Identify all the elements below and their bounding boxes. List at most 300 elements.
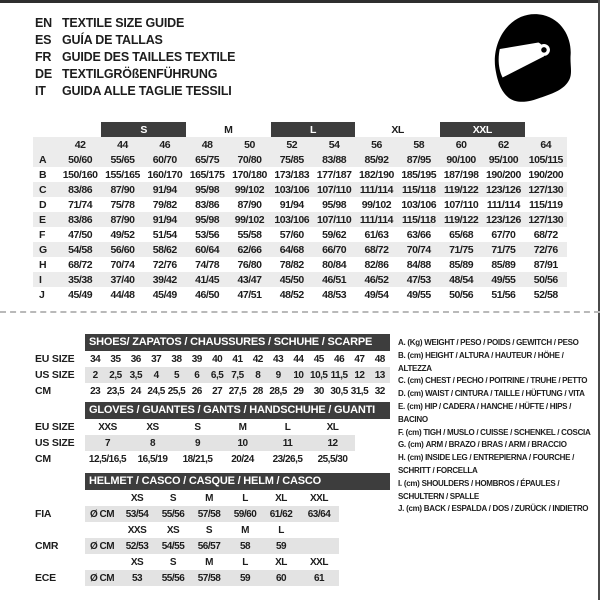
measurement-cell: 99/102 [234,213,265,226]
legend-text: HIP / CADERA / HANCHE / HÜFTE / HIPS / BACINO [398,401,572,424]
legend-unit: (Kg) [407,338,423,347]
measurement-cell: 91/94 [279,198,304,211]
helmet-cell: 59/60 [233,508,257,520]
language-title-row [35,83,235,100]
helmet-cmr-label: CMR [35,540,59,552]
helmet-cell: XL [275,556,287,568]
legend-text: TIGH / MUSLO / CUISSE / SCHENKEL / COSCIA [423,427,591,437]
band-spacer [525,122,567,137]
measurement-cell: 46/51 [322,273,347,286]
measurement-cell: 190/200 [486,168,521,181]
measurement-cell: 83/86 [195,198,220,211]
legend-text: WEIGHT / PESO / POIDS / GEWITCH / PESO [424,338,579,347]
shoes-cell: 29 [293,385,304,397]
measurement-cell: 54/58 [68,243,93,256]
numeric-size-row [33,137,567,152]
measurement-cell: 53/56 [195,228,220,241]
legend-item [398,375,600,388]
dashed-separator [0,311,600,313]
shoes-cell: 2,5 [109,369,122,381]
numeric-size-cell: 48 [201,138,213,151]
measurement-cell: 155/165 [105,168,140,181]
measurement-cell: 107/110 [317,183,352,196]
legend-item [398,452,600,478]
legend-text: CHEST / PECHO / POITRINE / TRUHE / PETTO [425,376,588,386]
legend-text: INSIDE LEG / ENTREPIERNA / FOURCHE / SCHRITT / FORCELLA [398,453,575,475]
legend-item [398,388,600,401]
measurement-cell: 55/58 [237,228,262,241]
measurement-cell: 103/106 [401,198,437,211]
measurement-cell: 123/126 [486,183,521,196]
measurement-cell: 85/89 [491,258,516,271]
numeric-size-cell: 50 [244,138,255,151]
measurement-row-label: H [39,258,47,271]
measurement-cell: 50/56 [533,273,558,286]
measurement-row-label: F [39,228,46,241]
legend-text: ARM / BRAZO / BRAS / ARM / BRACCIO [425,440,567,450]
shoes-cell: 39 [191,353,202,365]
gloves-cell: XL [326,421,339,433]
measurement-cell: 49/55 [491,273,516,286]
measurement-cell: 55/65 [110,153,135,166]
helmet-cell: 57/58 [197,572,221,584]
helmet-cell: 61 [313,572,325,584]
legend-text: SHOULDERS / HOMBROS / ÉPAULES / SCHULTERN / SPALLE [398,478,560,501]
measurement-cell: 111/114 [486,198,520,211]
numeric-size-cell: 60 [455,138,467,151]
shoes-cell: 45 [313,353,324,365]
measurement-cell: 115/118 [401,213,436,226]
measurement-cell: 45/49 [152,288,177,301]
helmet-fia-label: FIA [35,508,52,520]
helmet-section-header: HELMET / CASCO / CASQUE / HELM / CASCO [85,473,390,490]
legend-item [398,427,600,440]
measurement-cell: 187/198 [443,168,479,181]
shoes-table [85,351,390,399]
measurement-cell: 68/72 [533,228,558,241]
measurement-row-label: C [39,183,47,196]
measurement-cell: 72/76 [533,243,558,256]
measurement-cell: 160/170 [147,168,183,181]
measurement-cell: 48/52 [279,288,304,301]
shoes-row [85,351,390,367]
shoes-cell: 11,5 [330,369,348,381]
legend-unit: (cm) [407,453,424,463]
language-code: FR [35,50,52,64]
measurement-cell: 75/85 [279,153,304,166]
shoes-us-size-label: US SIZE [35,369,75,381]
measurement-cell: 37/40 [110,273,135,286]
helmet-logo [486,12,578,114]
measurement-cell: 50/56 [449,288,474,301]
gloves-cell: 7 [104,437,111,449]
shoes-cell: 27 [212,385,223,397]
language-code: EN [35,16,52,30]
gloves-cell: 8 [149,437,156,449]
legend-item [398,350,600,376]
measurement-cell: 95/98 [195,183,220,196]
numeric-size-cell: 58 [413,138,425,151]
measurement-cell: 39/42 [152,273,177,286]
shoes-cell: 46 [334,353,345,365]
measurement-row [33,287,567,302]
legend-item [398,337,600,350]
shoes-cell: 24,5 [147,385,165,397]
helmet-row [85,490,390,506]
measurement-row [33,257,567,272]
shoes-section-header: SHOES/ ZAPATOS / CHAUSSURES / SCHUHE / SCARPE [85,334,390,351]
legend-key: I. [398,478,402,488]
legend-item [398,478,600,504]
measurement-cell: 43/47 [237,273,262,286]
measurement-cell: 111/114 [359,183,393,196]
shoes-cell: 27,5 [228,385,247,397]
language-title-row [35,66,235,83]
helmet-cell [85,490,119,506]
helmet-cell: XS [130,492,144,504]
shoes-cell: 30,5 [330,385,348,397]
measurement-cell: 119/122 [444,213,479,226]
measurement-cell: 48/54 [449,273,474,286]
shoes-cell: 12 [354,369,365,381]
shoes-cell: 26 [191,385,202,397]
band-size-xl: XL [391,123,404,136]
measurement-cell: 87/90 [110,213,135,226]
helmet-cell: XL [275,492,287,504]
gloves-cell: M [238,421,247,433]
measurement-cell: 71/75 [491,243,516,256]
measurement-row-label: I [39,273,42,286]
measurement-cell: 87/90 [110,183,135,196]
measurement-cell: 83/88 [322,153,347,166]
legend-item [398,439,600,452]
measurement-cell: 87/90 [237,198,262,211]
legend-key: D. [398,389,406,399]
band-size-s: S [101,122,186,137]
measurement-cell: 52/58 [533,288,558,301]
measurement-cell: 111/114 [359,213,393,226]
measurement-cell: 68/72 [364,243,389,256]
gloves-cm-label: CM [35,453,51,465]
measurement-cell: 182/190 [359,168,394,181]
shoes-eu-size-label: EU SIZE [35,353,75,365]
helmet-cell [299,522,339,538]
measurement-cell: 85/92 [364,153,389,166]
measurement-cell: 57/60 [279,228,304,241]
measurement-cell: 67/70 [491,228,516,241]
measurement-cell: 107/110 [444,198,479,211]
measurement-cell: 127/130 [528,183,564,196]
measurement-cell: 41/45 [195,273,220,286]
helmet-cell [85,522,119,538]
measurement-cell: 150/160 [62,168,98,181]
helmet-cell: Ø CM [89,540,115,552]
shoes-cell: 38 [171,353,182,365]
language-code: ES [35,33,52,47]
helmet-cell: 52/53 [125,540,149,552]
shoes-cell: 32 [374,385,385,397]
legend-text: BACK / ESPALDA / DOS / ZURÜCK / INDIETRO [423,504,589,514]
helmet-cell: 55/56 [161,508,185,520]
legend-key: E. [398,401,405,411]
measurement-cell: 49/54 [364,288,389,301]
numeric-size-cell: 46 [159,138,171,151]
helmet-ece-label: ECE [35,572,56,584]
shoes-cell: 6,5 [210,369,224,381]
gloves-cell: 18/21,5 [182,453,213,465]
shoes-cell: 43 [273,353,284,365]
helmet-cell [299,538,339,554]
measurement-cell: 82/86 [364,258,389,271]
gloves-cell: 25,5/30 [317,453,348,465]
measurement-row [33,227,567,242]
measurement-cell: 103/106 [274,213,310,226]
language-title-row [35,15,235,32]
helmet-cell: M [205,556,213,568]
measurement-cell: 62/66 [237,243,262,256]
gloves-cell: 12 [327,437,338,449]
measurement-cell: 74/78 [195,258,220,271]
measurement-cell: 64/68 [279,243,304,256]
helmet-cell [85,554,119,570]
legend-key: H. [398,453,406,463]
shoes-cell: 2 [92,369,98,381]
measurement-cell: 70/74 [406,243,431,256]
legend-item [398,503,600,516]
measurement-cell: 99/102 [361,198,392,211]
language-title-row [35,49,235,66]
measurement-cell: 190/200 [528,168,564,181]
measurement-cell: 60/64 [195,243,220,256]
legend-item [398,401,600,427]
helmet-cell: 61/62 [269,508,293,520]
measurement-cell: 185/195 [401,168,437,181]
measurement-cell: 91/94 [152,183,177,196]
numeric-size-cell: 44 [117,138,128,151]
measurement-cell: 58/62 [152,243,177,256]
measurement-cell: 79/82 [152,198,177,211]
size-band-row [33,122,567,137]
gloves-cell: S [194,421,201,433]
measurement-cell: 177/187 [316,168,352,181]
gloves-row [85,435,390,451]
helmet-cell: 55/56 [161,572,185,584]
helmet-cell: XS [166,524,180,536]
band-size-m: M [224,123,233,136]
gloves-cell: L [284,421,291,433]
measurement-cell: 170/180 [232,168,267,181]
helmet-row [85,554,390,570]
helmet-cell: XXS [127,524,147,536]
gloves-us-size-label: US SIZE [35,437,75,449]
helmet-cell: 58 [239,540,251,552]
measurement-cell: 51/54 [152,228,177,241]
legend-unit: (cm) [407,389,424,399]
measurement-cell: 49/55 [406,288,431,301]
gloves-cell: XS [146,421,159,433]
top-border-line [0,0,600,3]
measurement-row [33,242,567,257]
legend-unit: (cm) [407,440,424,450]
helmet-cell: M [241,524,249,536]
gloves-cell: XXS [98,421,117,433]
helmet-cell: S [169,556,177,568]
gloves-cell: 23/26,5 [272,453,303,465]
measurement-cell: 70/74 [110,258,135,271]
measurement-cell: 60/70 [152,153,177,166]
measurement-row [33,212,567,227]
legend-key: J. [398,504,405,514]
gloves-row [85,451,390,467]
language-title-list [35,15,235,100]
legend-unit: (cm) [406,504,422,514]
shoes-row [85,383,390,399]
gloves-cell: 9 [194,437,201,449]
shoes-cell: 28 [252,385,263,397]
numeric-size-spacer [33,137,59,152]
shoes-cell: 30 [313,385,324,397]
gloves-eu-size-label: EU SIZE [35,421,75,433]
measurement-cell: 50/60 [68,153,93,166]
measurement-row [33,152,567,167]
legend-text: WAIST / CINTURA / TAILLE / HÜFTUNG / VITA [425,389,585,399]
measurement-cell: 95/98 [195,213,220,226]
band-size-xxl: XXL [440,122,525,137]
shoes-cell: 28,5 [269,385,287,397]
shoes-cell: 41 [232,353,243,365]
helmet-cell: L [242,556,248,568]
legend-key: B. [398,350,406,360]
measurement-cell: 46/52 [364,273,389,286]
measurement-cell: 91/94 [152,213,177,226]
shoes-cell: 8 [255,369,261,381]
gloves-section-header: GLOVES / GUANTES / GANTS / HANDSCHUHE / GUANTI [85,402,390,419]
measurement-cell: 61/63 [364,228,389,241]
measurement-cell: 68/72 [68,258,93,271]
shoes-cell: 3,5 [129,369,143,381]
language-title-row [35,32,235,49]
numeric-size-cell: 42 [74,138,86,151]
measurement-cell: 66/70 [322,243,347,256]
shoes-cell: 40 [212,353,223,365]
measurement-cell: 75/78 [110,198,135,211]
helmet-cell: L [278,524,284,536]
measurement-cell: 95/98 [322,198,347,211]
shoes-cell: 24 [130,385,141,397]
shoes-cell: 6 [194,369,200,381]
shoes-cell: 23,5 [106,385,125,397]
shoes-cell: 13 [374,369,385,381]
legend-unit: (cm) [407,350,424,360]
shoes-cell: 25,5 [167,385,186,397]
measurement-cell: 76/80 [237,258,262,271]
gloves-row [85,419,390,435]
shoes-cell: 36 [130,353,141,365]
helmet-cell: M [205,492,213,504]
legend-unit: (cm) [403,478,420,488]
measurement-cell: 51/56 [491,288,516,301]
helmet-cell: 59 [239,572,251,584]
measurement-cell: 127/130 [528,213,564,226]
gloves-cell: 10 [237,437,248,449]
measurement-cell: 71/75 [449,243,474,256]
helmet-row [85,506,390,522]
language-code: DE [35,67,52,81]
helmet-cell: XS [130,556,144,568]
guide-title: GUIDA ALLE TAGLIE TESSILI [62,84,232,98]
measurement-cell: 45/50 [279,273,304,286]
measurement-cell: 59/62 [322,228,347,241]
measurement-cell: 119/122 [444,183,479,196]
measurement-cell: 87/91 [533,258,558,271]
measurement-row [33,182,567,197]
measurement-row [33,167,567,182]
legend-unit: (cm) [407,376,424,386]
measurement-cell: 65/75 [195,153,220,166]
numeric-size-cell: 62 [498,138,509,151]
shoes-cell: 31,5 [350,385,369,397]
measurement-cell: 56/60 [110,243,135,256]
legend-key: C. [398,376,406,386]
measurement-legend [398,337,600,516]
helmet-cell: Ø CM [89,508,115,520]
guide-title: GUIDE DES TAILLES TEXTILE [62,50,236,64]
legend-key: G. [398,440,406,450]
measurement-cell: 165/175 [189,168,225,181]
shoes-cell: 42 [252,353,263,365]
measurement-cell: 49/52 [110,228,135,241]
measurement-cell: 115/118 [401,183,436,196]
shoes-cell: 10 [293,369,304,381]
helmet-cell: 54/55 [161,540,185,552]
measurement-cell: 115/119 [528,198,563,211]
measurement-cell: 46/50 [195,288,220,301]
helmet-cell: 60 [275,572,287,584]
measurement-cell: 107/110 [317,213,352,226]
gloves-cell: 16,5/19 [137,453,168,465]
shoes-cell: 44 [293,353,304,365]
gloves-cell: 12,5/16,5 [88,453,127,465]
measurement-cell: 83/86 [68,213,93,226]
measurement-cell: 123/126 [486,213,521,226]
measurement-row [33,272,567,287]
measurement-cell: 35/38 [68,273,93,286]
shoes-cell: 7,5 [231,369,244,381]
measurement-cell: 48/53 [322,288,347,301]
shoes-cell: 4 [153,369,159,381]
helmet-table [85,490,390,586]
measurement-cell: 173/183 [274,168,310,181]
shoes-row [85,367,390,383]
measurement-row [33,197,567,212]
helmet-cell: XXL [310,556,328,568]
measurement-cell: 65/68 [449,228,474,241]
shoes-cell: 9 [275,369,281,381]
measurement-cell: 44/48 [110,288,135,301]
helmet-cell: 63/64 [307,508,331,520]
numeric-size-cell: 52 [286,138,298,151]
measurement-row-label: G [39,243,48,256]
numeric-size-cell: 56 [371,138,382,151]
measurement-cell: 103/106 [274,183,310,196]
shoes-cell: 5 [173,369,179,381]
shoes-cell: 10,5 [310,369,328,381]
measurement-cell: 78/82 [279,258,304,271]
measurement-row-label: B [39,168,47,181]
measurement-cell: 99/102 [234,183,265,196]
measurement-row-label: A [39,153,47,166]
legend-text: HEIGHT / ALTURA / HAUTEUR / HÖHE / ALTEZZA [398,350,564,373]
